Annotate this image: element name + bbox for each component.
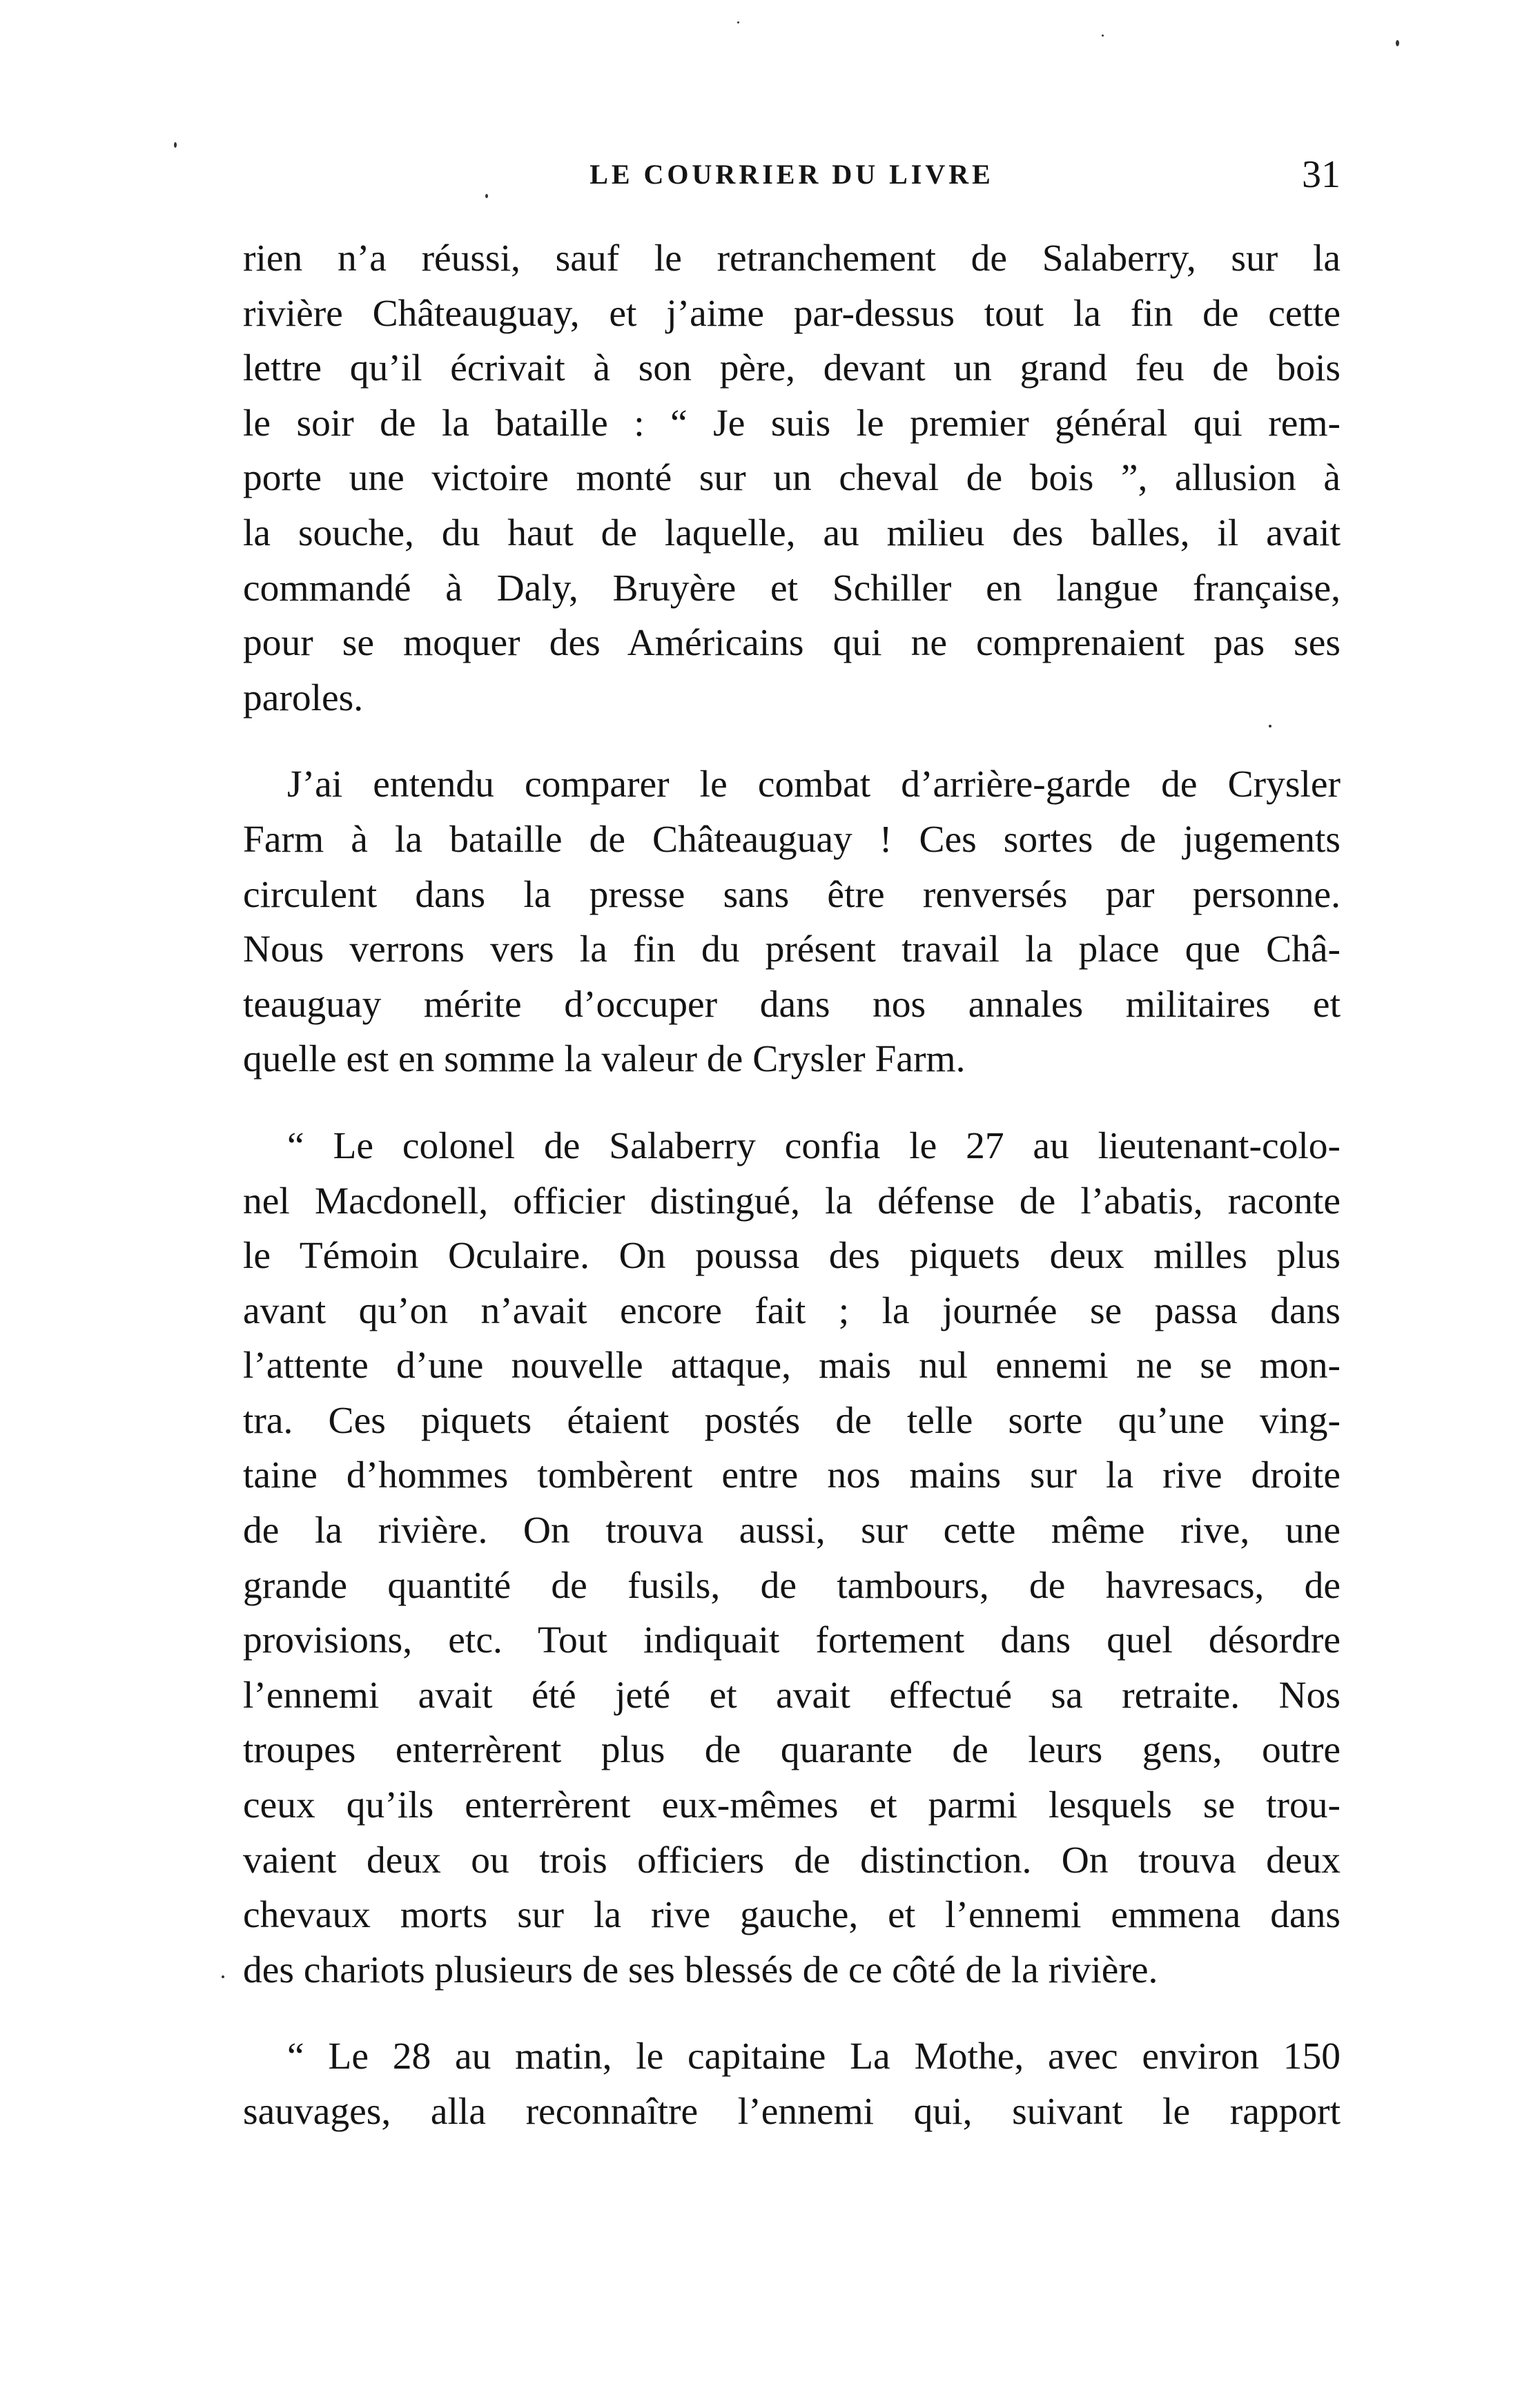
text-line: le Témoin Oculaire. On poussa des piquets deux milles plus [243, 1235, 1341, 1278]
text-line: commandé à Daly, Bruyère et Schiller en langue française, [243, 567, 1341, 609]
text-line: Farm à la bataille de Châteauguay ! Ces sortes de jugements [243, 818, 1341, 861]
text-line: Nous verrons vers la fin du présent travail la place que Châ- [243, 928, 1341, 971]
text-line: avant qu’on n’avait encore fait ; la journée se passa dans [243, 1289, 1341, 1332]
text-line: nel Macdonell, officier distingué, la défense de l’abatis, raconte [243, 1180, 1341, 1222]
text-line: tra. Ces piquets étaient postés de telle sorte qu’une ving- [243, 1399, 1341, 1442]
text-line: J’ai entendu comparer le combat d’arrière-garde de Crysler [287, 763, 1341, 806]
text-line: paroles. [243, 676, 364, 719]
text-line: sauvages, alla reconnaître l’ennemi qui, suivant le rapport [243, 2091, 1341, 2133]
text-line: pour se moquer des Américains qui ne comprenaient pas ses [243, 622, 1341, 665]
scan-speck [222, 1975, 224, 1978]
paragraph [243, 757, 1341, 1087]
text-line: grande quantité de fusils, de tambours, de havresacs, de [243, 1564, 1341, 1607]
scan-speck [485, 194, 488, 198]
text-line: provisions, etc. Tout indiquait fortement dans quel désordre [243, 1619, 1341, 1662]
text-line: l’attente d’une nouvelle attaque, mais nul ennemi ne se mon- [243, 1345, 1341, 1387]
text-line: le soir de la bataille : “ Je suis le premier général qui rem- [243, 402, 1341, 445]
text-line: ceux qu’ils enterrèrent eux-mêmes et parmi lesquels se trou- [243, 1784, 1341, 1827]
scan-speck [1269, 725, 1271, 727]
text-line: teauguay mérite d’occuper dans nos annales militaires et [243, 983, 1341, 1026]
text-line: de la rivière. On trouva aussi, sur cette même rive, une [243, 1510, 1341, 1552]
text-line: la souche, du haut de laquelle, au milieu des balles, il avait [243, 511, 1341, 554]
scan-speck [737, 21, 739, 23]
text-line: taine d’hommes tombèrent entre nos mains sur la rive droite [243, 1454, 1341, 1497]
text-line: rivière Châteauguay, et j’aime par-dessus tout la fin de cette [243, 292, 1341, 335]
text-line: circulent dans la presse sans être renversés par personne. [243, 873, 1341, 916]
page-number: 31 [1302, 153, 1341, 196]
scan-speck [1102, 35, 1104, 37]
paragraph-gap [243, 725, 1341, 757]
text-line: troupes enterrèrent plus de quarante de leurs gens, outre [243, 1729, 1341, 1772]
paragraph-gap [243, 1087, 1341, 1119]
text-line: rien n’a réussi, sauf le retranchement de Salaberry, sur la [243, 237, 1341, 280]
body-text [243, 231, 1341, 2140]
text-line: porte une victoire monté sur un cheval de bois ”, allusion à [243, 457, 1341, 500]
text-line: “ Le colonel de Salaberry confia le 27 au lieutenant-colo- [287, 1124, 1341, 1167]
paragraph [243, 2029, 1341, 2139]
text-line: “ Le 28 au matin, le capitaine La Mothe, avec environ 150 [287, 2035, 1341, 2078]
text-line: des chariots plusieurs de ses blessés de ce côté de la rivière. [243, 1948, 1158, 1991]
text-line: vaient deux ou trois officiers de distinction. On trouva deux [243, 1839, 1341, 1882]
text-line: quelle est en somme la valeur de Crysler Farm. [243, 1038, 966, 1081]
paragraph [243, 1119, 1341, 1998]
paragraph [243, 231, 1341, 725]
scan-speck [1396, 40, 1399, 46]
text-line: l’ennemi avait été jeté et avait effectué sa retraite. Nos [243, 1674, 1341, 1717]
running-head [243, 150, 1341, 199]
scan-speck [174, 142, 177, 148]
paragraph-gap [243, 1998, 1341, 2029]
running-title: LE COURRIER DU LIVRE [589, 159, 994, 190]
text-line: lettre qu’il écrivait à son père, devant un grand feu de bois [243, 347, 1341, 390]
text-line: chevaux morts sur la rive gauche, et l’ennemi emmena dans [243, 1894, 1341, 1937]
